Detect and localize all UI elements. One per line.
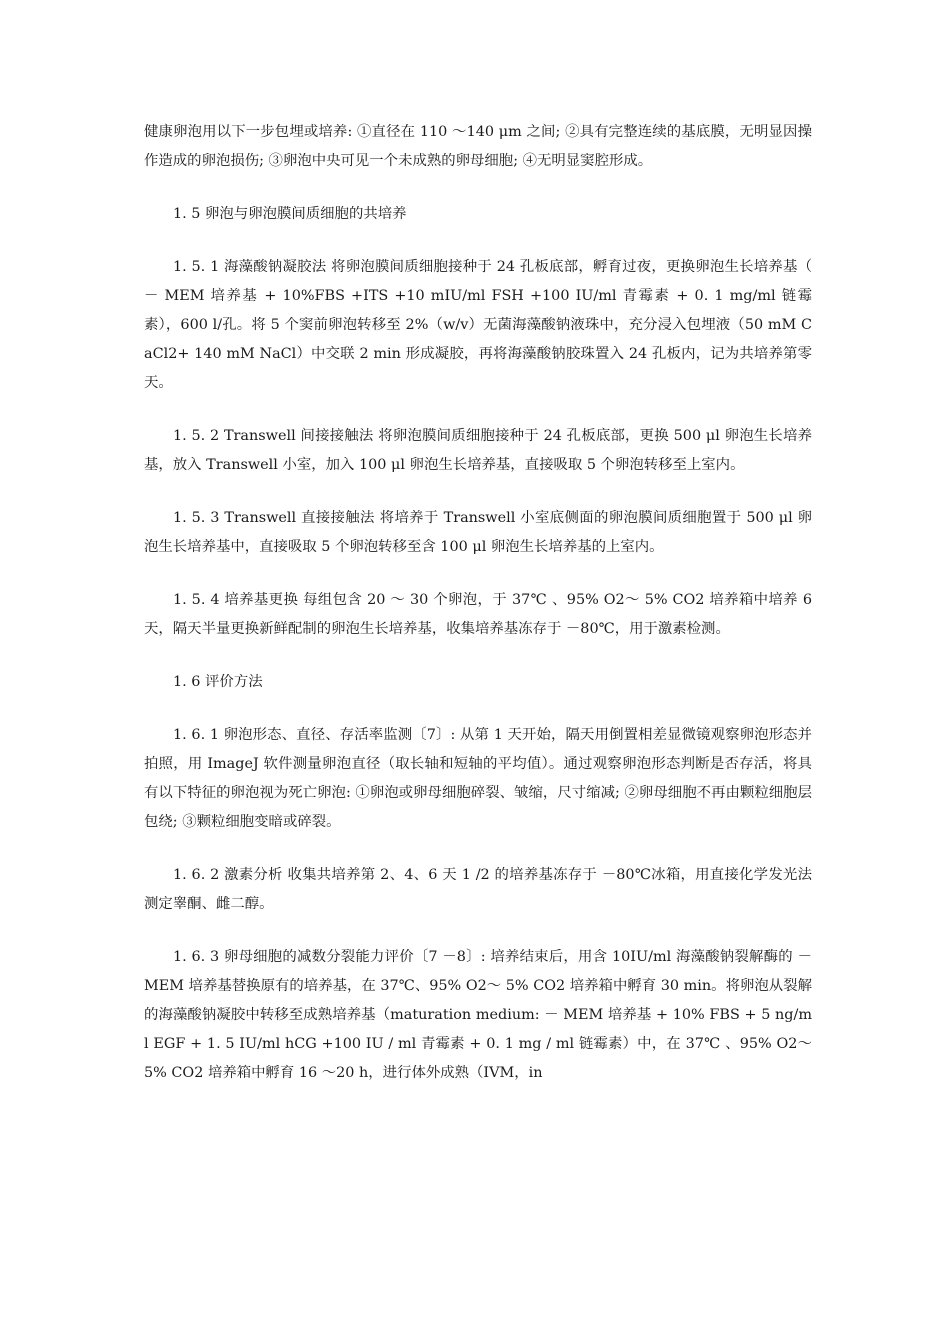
paragraph-1-6-3: 1. 6. 3 卵母细胞的减数分裂能力评价〔7 －8〕: 培养结束后，用含 10IU/ml 海藻酸钠裂解酶的 － MEM 培养基替换原有的培养基，在 37℃、95% O2～ 5% CO2 培养箱中孵育 30 min。将卵泡从裂解的海藻酸钠凝胶中转移至成熟培养基（maturation medium: － MEM 培养基 + 10% FBS + 5 ng/ml EGF + 1. 5 IU/ml hCG +100 IU / ml 青霉素 + 0. 1 mg / ml 链霉素）中，在 37℃ 、95% O2～ 5% CO2 培养箱中孵育 16 ～20 h，进行体外成熟（IVM，in (144, 949, 812, 1081)
paragraph-gap (144, 644, 812, 668)
paragraph-1-5-4: 1. 5. 4 培养基更换 每组包含 20 ～ 30 个卵泡，于 37℃ 、95% O2～ 5% CO2 培养箱中培养 6 天，隔天半量更换新鲜配制的卵泡生长培养基，收集培养基冻存于 －80℃，用于激素检测。 (144, 592, 812, 637)
section-heading-1-5: 1. 5 卵泡与卵泡膜间质细胞的共培养 (173, 206, 407, 222)
section-heading-1-6: 1. 6 评价方法 (173, 674, 263, 690)
paragraph-1-5-2: 1. 5. 2 Transwell 间接接触法 将卵泡膜间质细胞接种于 24 孔板底部，更换 500 μl 卵泡生长培养基，放入 Transwell 小室，加入 100 μl 卵泡生长培养基，直接吸取 5 个卵泡转移至上室内。 (144, 428, 812, 473)
paragraph-1-5-3: 1. 5. 3 Transwell 直接接触法 将培养于 Transwell 小室底侧面的卵泡膜间质细胞置于 500 μl 卵泡生长培养基中，直接吸取 5 个卵泡转移至含 100 μl 卵泡生长培养基的上室内。 (144, 510, 812, 555)
paragraph-gap (144, 837, 812, 861)
paragraph-follicle-criteria: 健康卵泡用以下一步包埋或培养: ①直径在 110 ～140 μm 之间; ②具有完整连续的基底膜，无明显因操作造成的卵泡损伤; ③卵泡中央可见一个未成熟的卵母细胞; ④无明显窦腔形成。 (144, 124, 812, 169)
paragraph-1-5-1: 1. 5. 1 海藻酸钠凝胶法 将卵泡膜间质细胞接种于 24 孔板底部，孵育过夜，更换卵泡生长培养基（ － MEM 培养基 + 10%FBS +ITS +10 mIU/ml FSH +100 IU/ml 青霉素 + 0. 1 mg/ml 链霉素），600 l/孔。将 5 个窦前卵泡转移至 2%（w/v）无菌海藻酸钠液珠中，充分浸入包埋液（50 mM CaCl2+ 140 mM NaCl）中交联 2 min 形成凝胶，再将海藻酸钠胶珠置入 24 孔板内，记为共培养第零天。 (144, 259, 812, 391)
paragraph-1-6-2: 1. 6. 2 激素分析 收集共培养第 2、4、6 天 1 /2 的培养基冻存于 －80℃冰箱，用直接化学发光法测定睾酮、雌二醇。 (144, 867, 812, 912)
paragraph-gap (144, 919, 812, 943)
paragraph-gap (144, 398, 812, 422)
paragraph-gap (144, 229, 812, 253)
paragraph-gap (144, 176, 812, 200)
paragraph-gap (144, 480, 812, 504)
document-page (144, 118, 812, 1088)
paragraph-gap (144, 562, 812, 586)
paragraph-1-6-1: 1. 6. 1 卵泡形态、直径、存活率监测〔7〕: 从第 1 天开始，隔天用倒置相差显微镜观察卵泡形态并拍照，用 ImageJ 软件测量卵泡直径（取长轴和短轴的平均值）。通过观察卵泡形态判断是否存活，将具有以下特征的卵泡视为死亡卵泡: ①卵泡或卵母细胞碎裂、皱缩，尺寸缩减; ②卵母细胞不再由颗粒细胞层包绕; ③颗粒细胞变暗或碎裂。 (144, 727, 812, 830)
paragraph-gap (144, 697, 812, 721)
